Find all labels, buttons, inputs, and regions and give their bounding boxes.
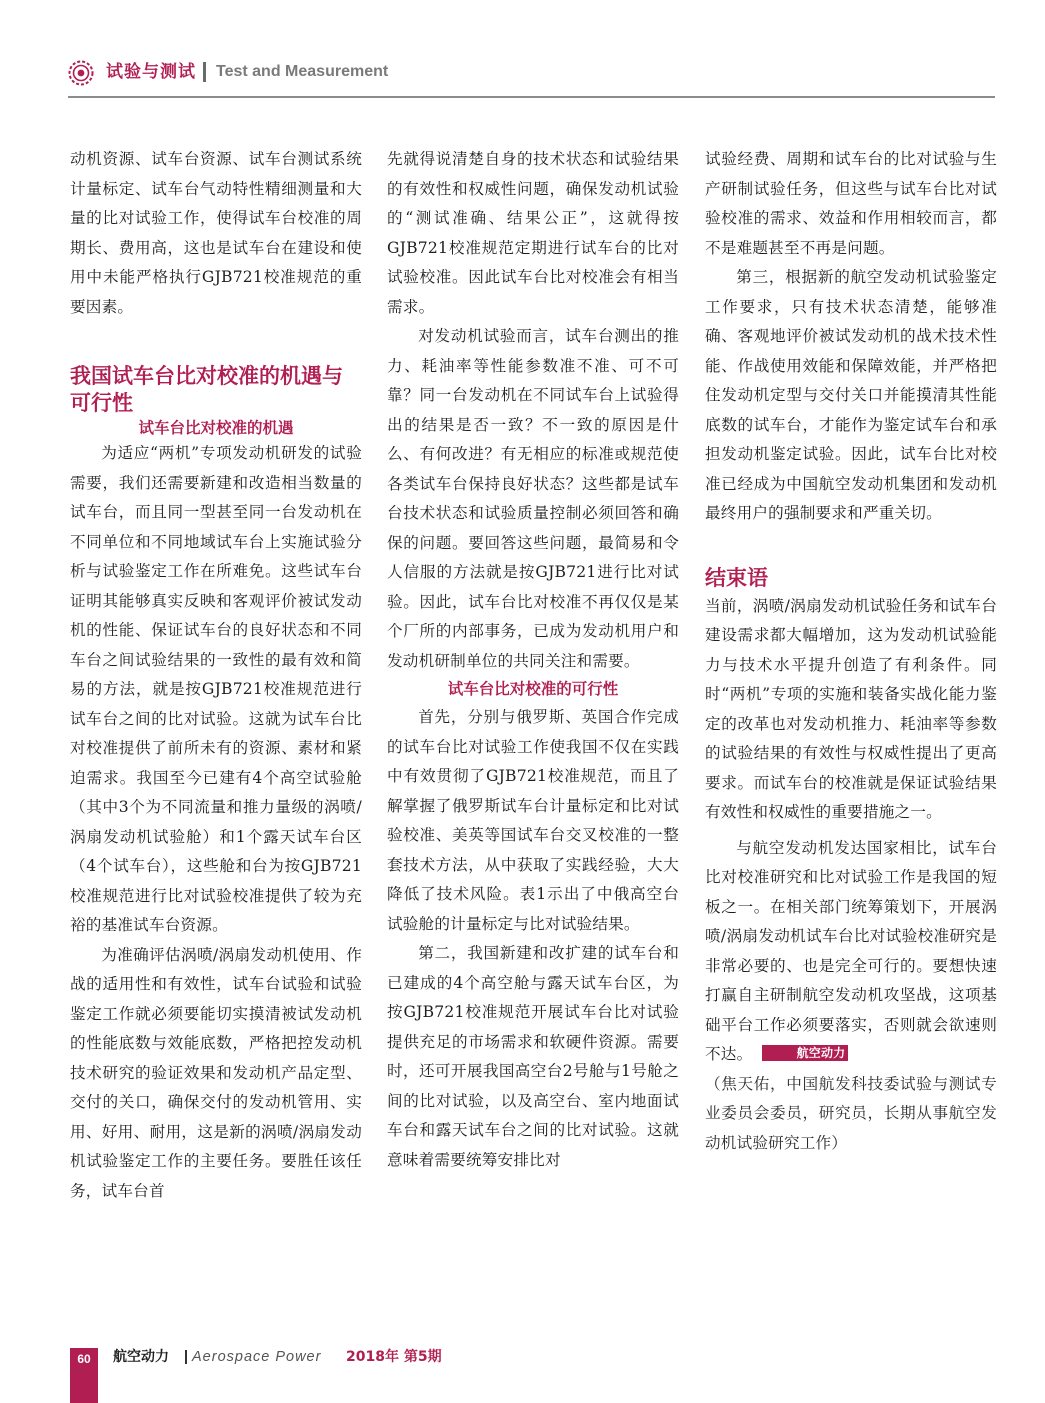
gear-rosette-icon — [68, 60, 94, 86]
header-rule — [68, 96, 995, 98]
publication-name-en: Aerospace Power — [192, 1349, 322, 1365]
page-number: 60 — [77, 1352, 91, 1366]
subsection-heading: 试车台比对校准的可行性 — [447, 680, 619, 698]
section-title-cn: 试验与测试 — [106, 62, 196, 82]
author-bio: （焦天佑，中国航发科技委试验与测试专业委员会委员，研究员，长期从事航空发动机试验研究工作） — [705, 1074, 997, 1152]
section-heading: 结束语 — [705, 565, 768, 590]
paragraph: 对发动机试验而言，试车台测出的推力、耗油率等性能参数准不准、可不可靠？同一台发动机在不同试车台上试验得出的结果是否一致？不一致的原因是什么、有何改进？有无相应的标准或规范使各类试车台保持良好状态？这些都是试车台技术状态和试验质量控制必须回答和确保的问题。要回答这些问题，最简易和令人信服的方法就是按GJB721进行比对试验。因此，试车台比对校准不再仅仅是某个厂所的内部事务，已成为发动机用户和发动机研制单位的共同关注和需要。 — [387, 327, 679, 670]
paragraph-text: 与航空发动机发达国家相比，试车台比对校准研究和比对试验工作是我国的短板之一。在相关部门统筹策划下，开展涡喷/涡扇发动机试车台比对试验校准研究是非常必要的、也是完全可行的。要想快速打赢自主研制航空发动机攻坚战，这项基础平台工作必须要落实，否则就会欲速则不达。 — [705, 838, 997, 1063]
header-divider — [203, 62, 206, 82]
paragraph: 试验经费、周期和试车台的比对试验与生产研制试验任务，但这些与试车台比对试验校准的需求、效益和作用相较而言，都不是难题甚至不再是问题。 — [705, 150, 997, 257]
subsection-heading: 试车台比对校准的机遇 — [138, 419, 294, 437]
paragraph: 为准确评估涡喷/涡扇发动机使用、作战的适用性和有效性，试车台试验和试验鉴定工作就必须要能切实摸清被试发动机的性能底数与效能底数，严格把控发动机技术研究的验证效果和发动机产品定型、交付的关口，确保交付的发动机管用、实用、好用、耐用，这是新的涡喷/涡扇发动机试验鉴定工作的主要任务。要胜任该任务，试车台首 — [70, 945, 362, 1200]
paragraph — [705, 834, 997, 1070]
footer-divider — [185, 1350, 187, 1364]
paragraph: 首先，分别与俄罗斯、英国合作完成的试车台比对试验工作使我国不仅在实践中有效贯彻了GJB721校准规范，而且了解掌握了俄罗斯试车台计量标定和比对试验校准、美英等国试车台交叉校准的一整套技术方法，从中获取了实践经验，大大降低了技术风险。表1示出了中俄高空台试验舱的计量标定与比对试验结果。 — [387, 708, 679, 933]
paragraph: 第三，根据新的航空发动机试验鉴定工作要求，只有技术状态清楚，能够准确、客观地评价被试发动机的战术技术性能、作战使用效能和保障效能，并严格把住发动机定型与交付关口并能摸清其性能底数的试车台，才能作为鉴定试车台和承担发动机鉴定试验。因此，试车台比对校准已经成为中国航空发动机集团和发动机最终用户的强制要求和严重关切。 — [705, 268, 997, 522]
paragraph: 当前，涡喷/涡扇发动机试验任务和试车台建设需求都大幅增加，这为发动机试验能力与技术水平提升创造了有利条件。同时“两机”专项的实施和装备实战化能力鉴定的改革也对发动机推力、耗油率等参数的试验结果的有效性与权威性提出了更高要求。而试车台的校准就是保证试验结果有效性和权威性的重要措施之一。 — [705, 596, 997, 821]
section-title-en: Test and Measurement — [216, 63, 389, 80]
publication-name: 航空动力 — [113, 1349, 169, 1365]
page-header — [0, 0, 1045, 100]
paragraph: 第二，我国新建和改扩建的试车台和已建成的4个高空舱与露天试车台区，为按GJB721校准规范开展试车台比对试验提供充足的市场需求和软硬件资源。需要时，还可开展我国高空台2号舱与1号舱之间的比对试验，以及高空台、室内地面试车台和露天试车台之间的比对试验。这就意味着需要统筹安排比对 — [387, 944, 679, 1169]
paragraph: 为适应“两机”专项发动机研发的试验需要，我们还需要新建和改造相当数量的试车台，而且同一型甚至同一台发动机在不同单位和不同地域试车台上实施试验分析与试验鉴定工作在所难免。这些试车台证明其能够真实反映和客观评价被试发动机的性能、保证试车台的良好状态和不同车台之间试验结果的一致性的最有效和简易的方法，就是按GJB721校准规范进行试车台之间的比对试验。这就为试车台比对校准提供了前所未有的资源、素材和紧迫需求。我国至今已建有4个高空试验舱（其中3个为不同流量和推力量级的涡喷/涡扇发动机试验舱）和1个露天试车台区（4个试车台），这些舱和台为按GJB721校准规范进行比对试验校准提供了较为充裕的基准试车台资源。 — [70, 444, 362, 934]
text-column-3 — [705, 145, 997, 1158]
text-column-1 — [70, 145, 362, 1206]
paragraph: 先就得说清楚自身的技术状态和试验结果的有效性和权威性问题，确保发动机试验的“测试准确、结果公正”，这就得按GJB721校准规范定期进行试车台的比对试验校准。因此试车台比对校准会有相当需求。 — [387, 150, 679, 316]
issue-label: 2018年 第5期 — [346, 1349, 442, 1365]
text-column-2 — [387, 145, 679, 1175]
section-heading: 我国试车台比对校准的机遇与可行性 — [70, 364, 343, 415]
paragraph: 动机资源、试车台资源、试车台测试系统计量标定、试车台气动特性精细测量和大量的比对试验工作，使得试车台校准的周期长、费用高，这也是试车台在建设和使用中未能严格执行GJB721校准规范的重要因素。 — [70, 150, 362, 316]
end-mark-badge: 航空动力 — [762, 1045, 848, 1061]
